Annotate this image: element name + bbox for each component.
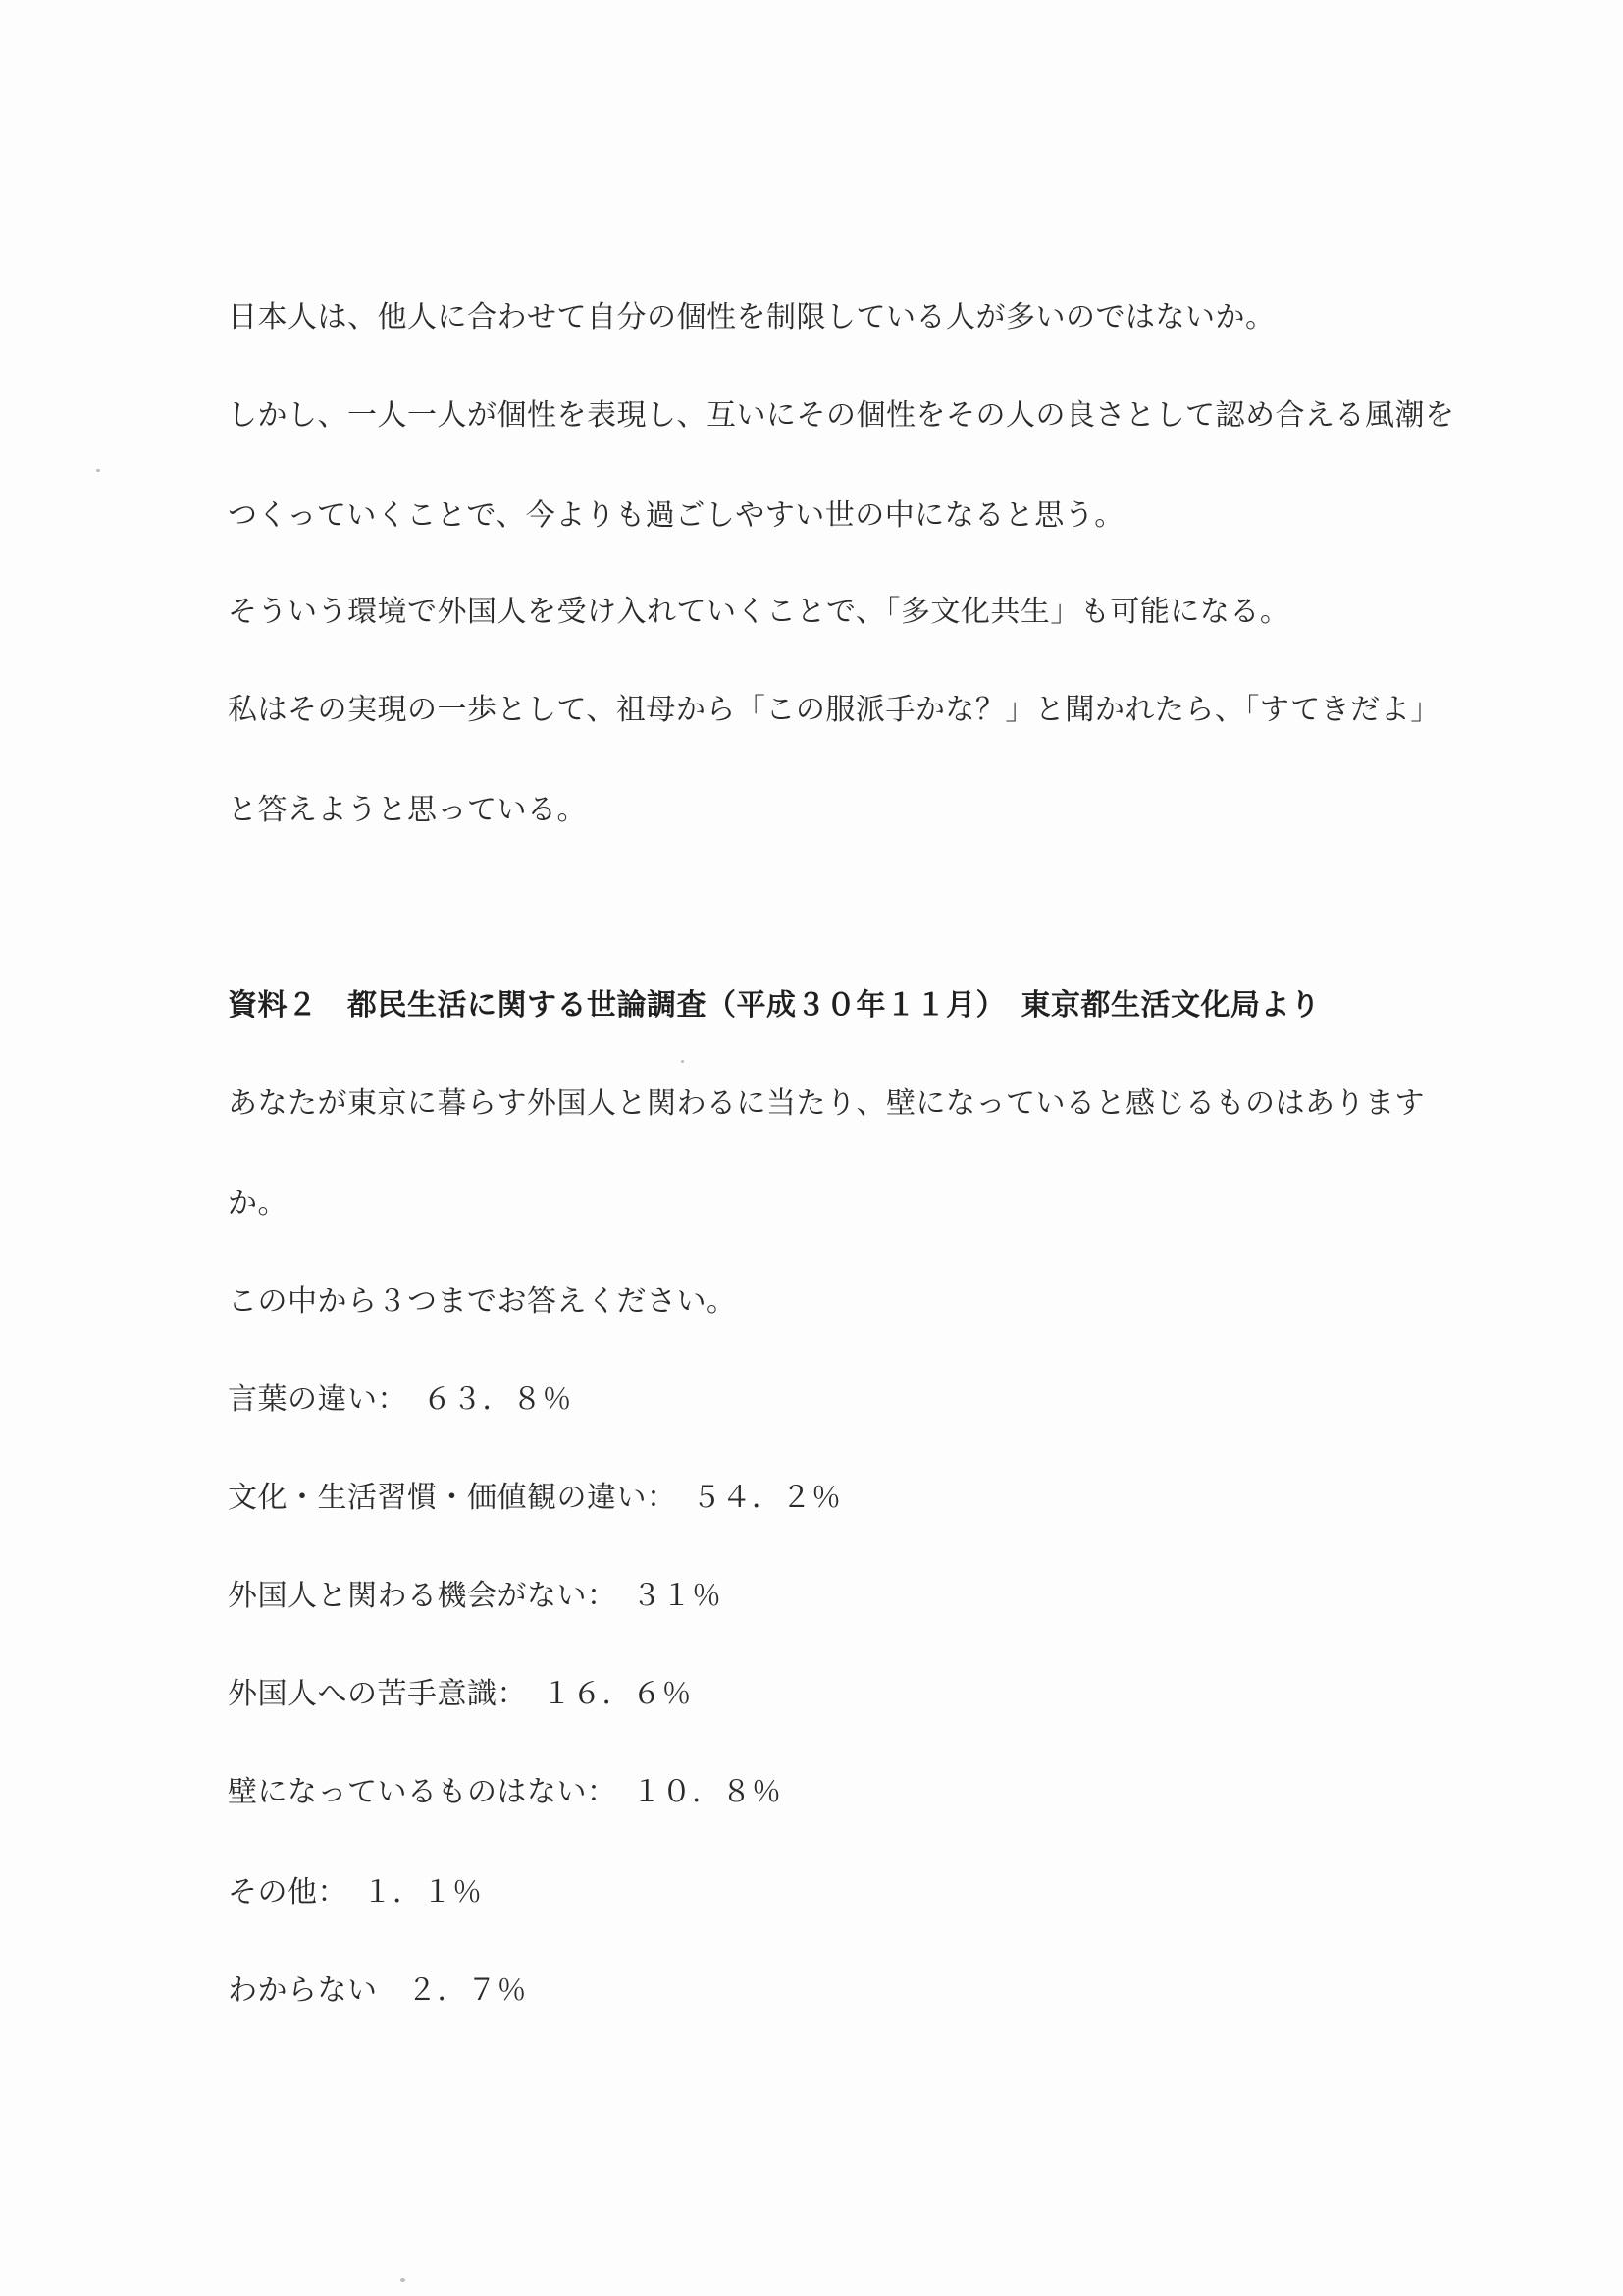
result-item-aversion: 外国人への苦手意識： １６．６％: [228, 1677, 692, 1711]
scan-speck: [400, 2278, 405, 2282]
paragraph-line-6: と答えようと思っている。: [228, 793, 587, 827]
scan-speck: [96, 469, 100, 472]
paragraph-line-5: 私はその実現の一歩として、祖母から「この服派手かな？」と聞かれたら、「すてきだよ」: [228, 693, 1440, 727]
section-heading: 資料２ 都民生活に関する世論調査（平成３０年１１月） 東京都生活文化局より: [228, 988, 1321, 1022]
scan-speck: [681, 1060, 684, 1063]
paragraph-line-1: 日本人は、他人に合わせて自分の個性を制限している人が多いのではないか。: [228, 300, 1276, 335]
paragraph-line-2: しかし、一人一人が個性を表現し、互いにその個性をその人の良さとして認め合える風潮を: [228, 398, 1455, 433]
question-line-2: か。: [228, 1186, 288, 1221]
result-item-no-opportunity: 外国人と関わる機会がない： ３１％: [228, 1579, 722, 1613]
paragraph-line-3: つくっていくことで、今よりも過ごしやすい世の中になると思う。: [228, 498, 1125, 533]
question-line-1: あなたが東京に暮らす外国人と関わるに当たり、壁になっていると感じるものはあります: [228, 1086, 1425, 1121]
result-item-other: その他： １．１％: [228, 1875, 483, 1909]
result-item-unknown: わからない ２．７％: [228, 1973, 527, 2008]
instruction-line: この中から３つまでお答えください。: [228, 1284, 737, 1319]
result-item-language: 言葉の違い： ６３．８％: [228, 1383, 572, 1417]
result-item-culture: 文化・生活習慣・価値観の違い： ５４．２％: [228, 1481, 842, 1515]
paragraph-line-4: そういう環境で外国人を受け入れていくことで、「多文化共生」も可能になる。: [228, 595, 1290, 629]
result-item-no-barrier: 壁になっているものはない： １０．８％: [228, 1775, 782, 1809]
